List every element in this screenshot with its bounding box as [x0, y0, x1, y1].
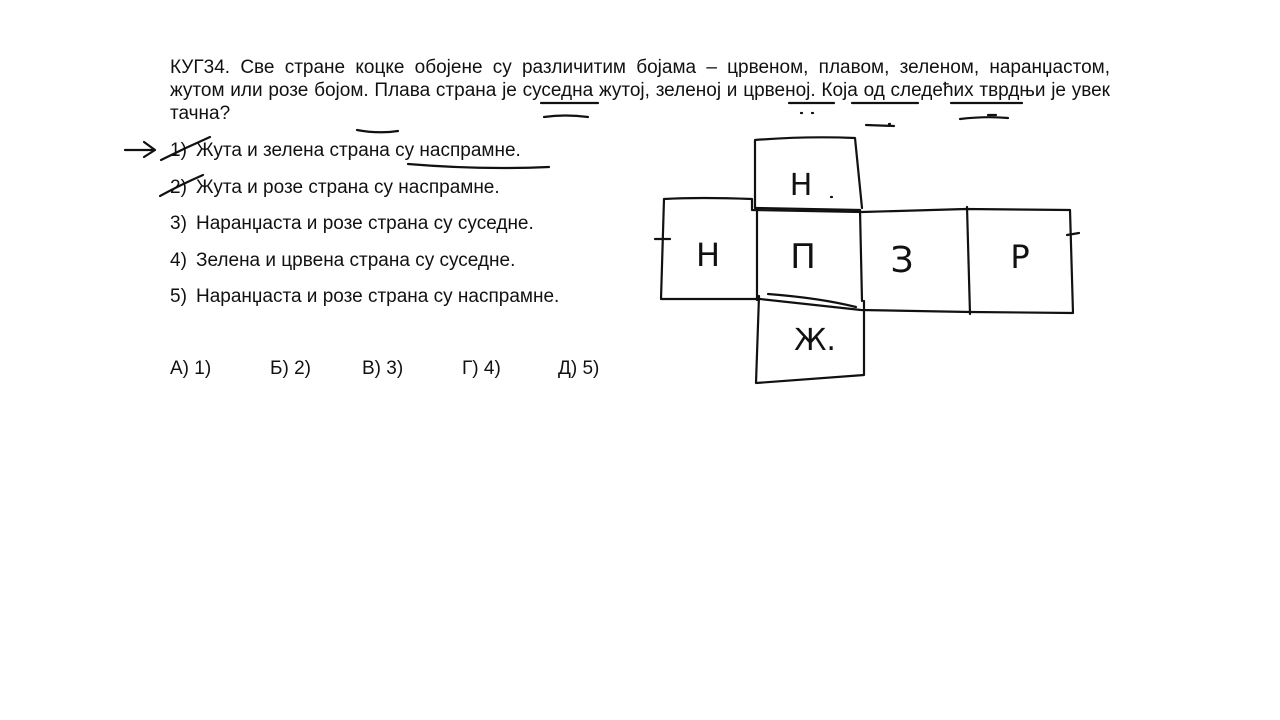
option-4 — [170, 248, 559, 285]
option-number: 5) — [170, 286, 187, 307]
task-text: , — [644, 80, 656, 101]
net-letter-top: Н — [789, 168, 813, 203]
net-letter-left: Н — [695, 236, 721, 274]
answer-d[interactable]: Д) 5) — [558, 358, 600, 379]
word-crvenoj: црвеној — [743, 80, 811, 101]
option-number: 1) — [170, 140, 187, 161]
option-text: Жута и зелена страна су наспрамне. — [196, 140, 521, 161]
task-text: и — [721, 80, 744, 101]
answer-g[interactable]: Г) 4) — [462, 358, 501, 379]
net-divider-3 — [967, 207, 970, 314]
cube-net-sketch — [655, 137, 1079, 383]
task-code: КУГ34. — [170, 57, 231, 78]
answer-a[interactable]: А) 1) — [170, 358, 212, 379]
net-center-top — [755, 208, 860, 210]
task-text: Све стране коцке обојене су различитим бојама – црвеном, плавом, зеленом, наранџастом, жутом или розе бојом. — [170, 57, 1111, 101]
option-number: 2) — [170, 176, 187, 198]
net-letter-right1: З — [890, 240, 914, 281]
net-middle-strip — [661, 198, 1073, 313]
option-text: Зелена и црвена страна су суседне. — [196, 249, 516, 271]
answer-v[interactable]: В) 3) — [362, 358, 404, 379]
option-1 — [170, 138, 559, 175]
option-text: Жута и розе страна су наспрамне. — [196, 176, 500, 198]
arrow-icon — [125, 142, 155, 157]
option-number: 3) — [170, 213, 187, 234]
task-statement — [170, 56, 1110, 125]
option-text: Наранџаста и розе страна су суседне. — [196, 213, 534, 234]
options-list — [170, 138, 559, 321]
net-divider-2 — [860, 210, 862, 301]
option-2 — [170, 175, 559, 212]
net-bottom-top — [768, 294, 856, 307]
option-text: Наранџаста и розе страна су наспрамне. — [196, 286, 560, 307]
answer-b[interactable]: Б) 2) — [270, 358, 311, 379]
word-plava: Плава — [374, 80, 431, 101]
task-text: . Која од следећих тврдњи је — [810, 80, 1072, 101]
option-5 — [170, 284, 559, 321]
underline-zelenoj-2 — [866, 125, 894, 126]
word-zelenoj: зеленој — [655, 80, 722, 101]
net-letter-bottom: Ж. — [794, 323, 836, 358]
task-text: страна је суседна — [430, 80, 599, 101]
task-text: тачна? — [170, 103, 231, 124]
word-zutoj: жутој — [598, 80, 645, 101]
net-top-face — [755, 137, 862, 208]
underline-uvek — [357, 130, 398, 132]
net-letter-right2: Р — [1010, 238, 1030, 276]
option-number: 4) — [170, 249, 187, 271]
option-3 — [170, 211, 559, 248]
net-tick-right — [1067, 233, 1079, 235]
word-uvek: увек — [1071, 80, 1110, 101]
net-bottom-face — [756, 296, 864, 383]
net-letter-center: П — [790, 237, 816, 277]
